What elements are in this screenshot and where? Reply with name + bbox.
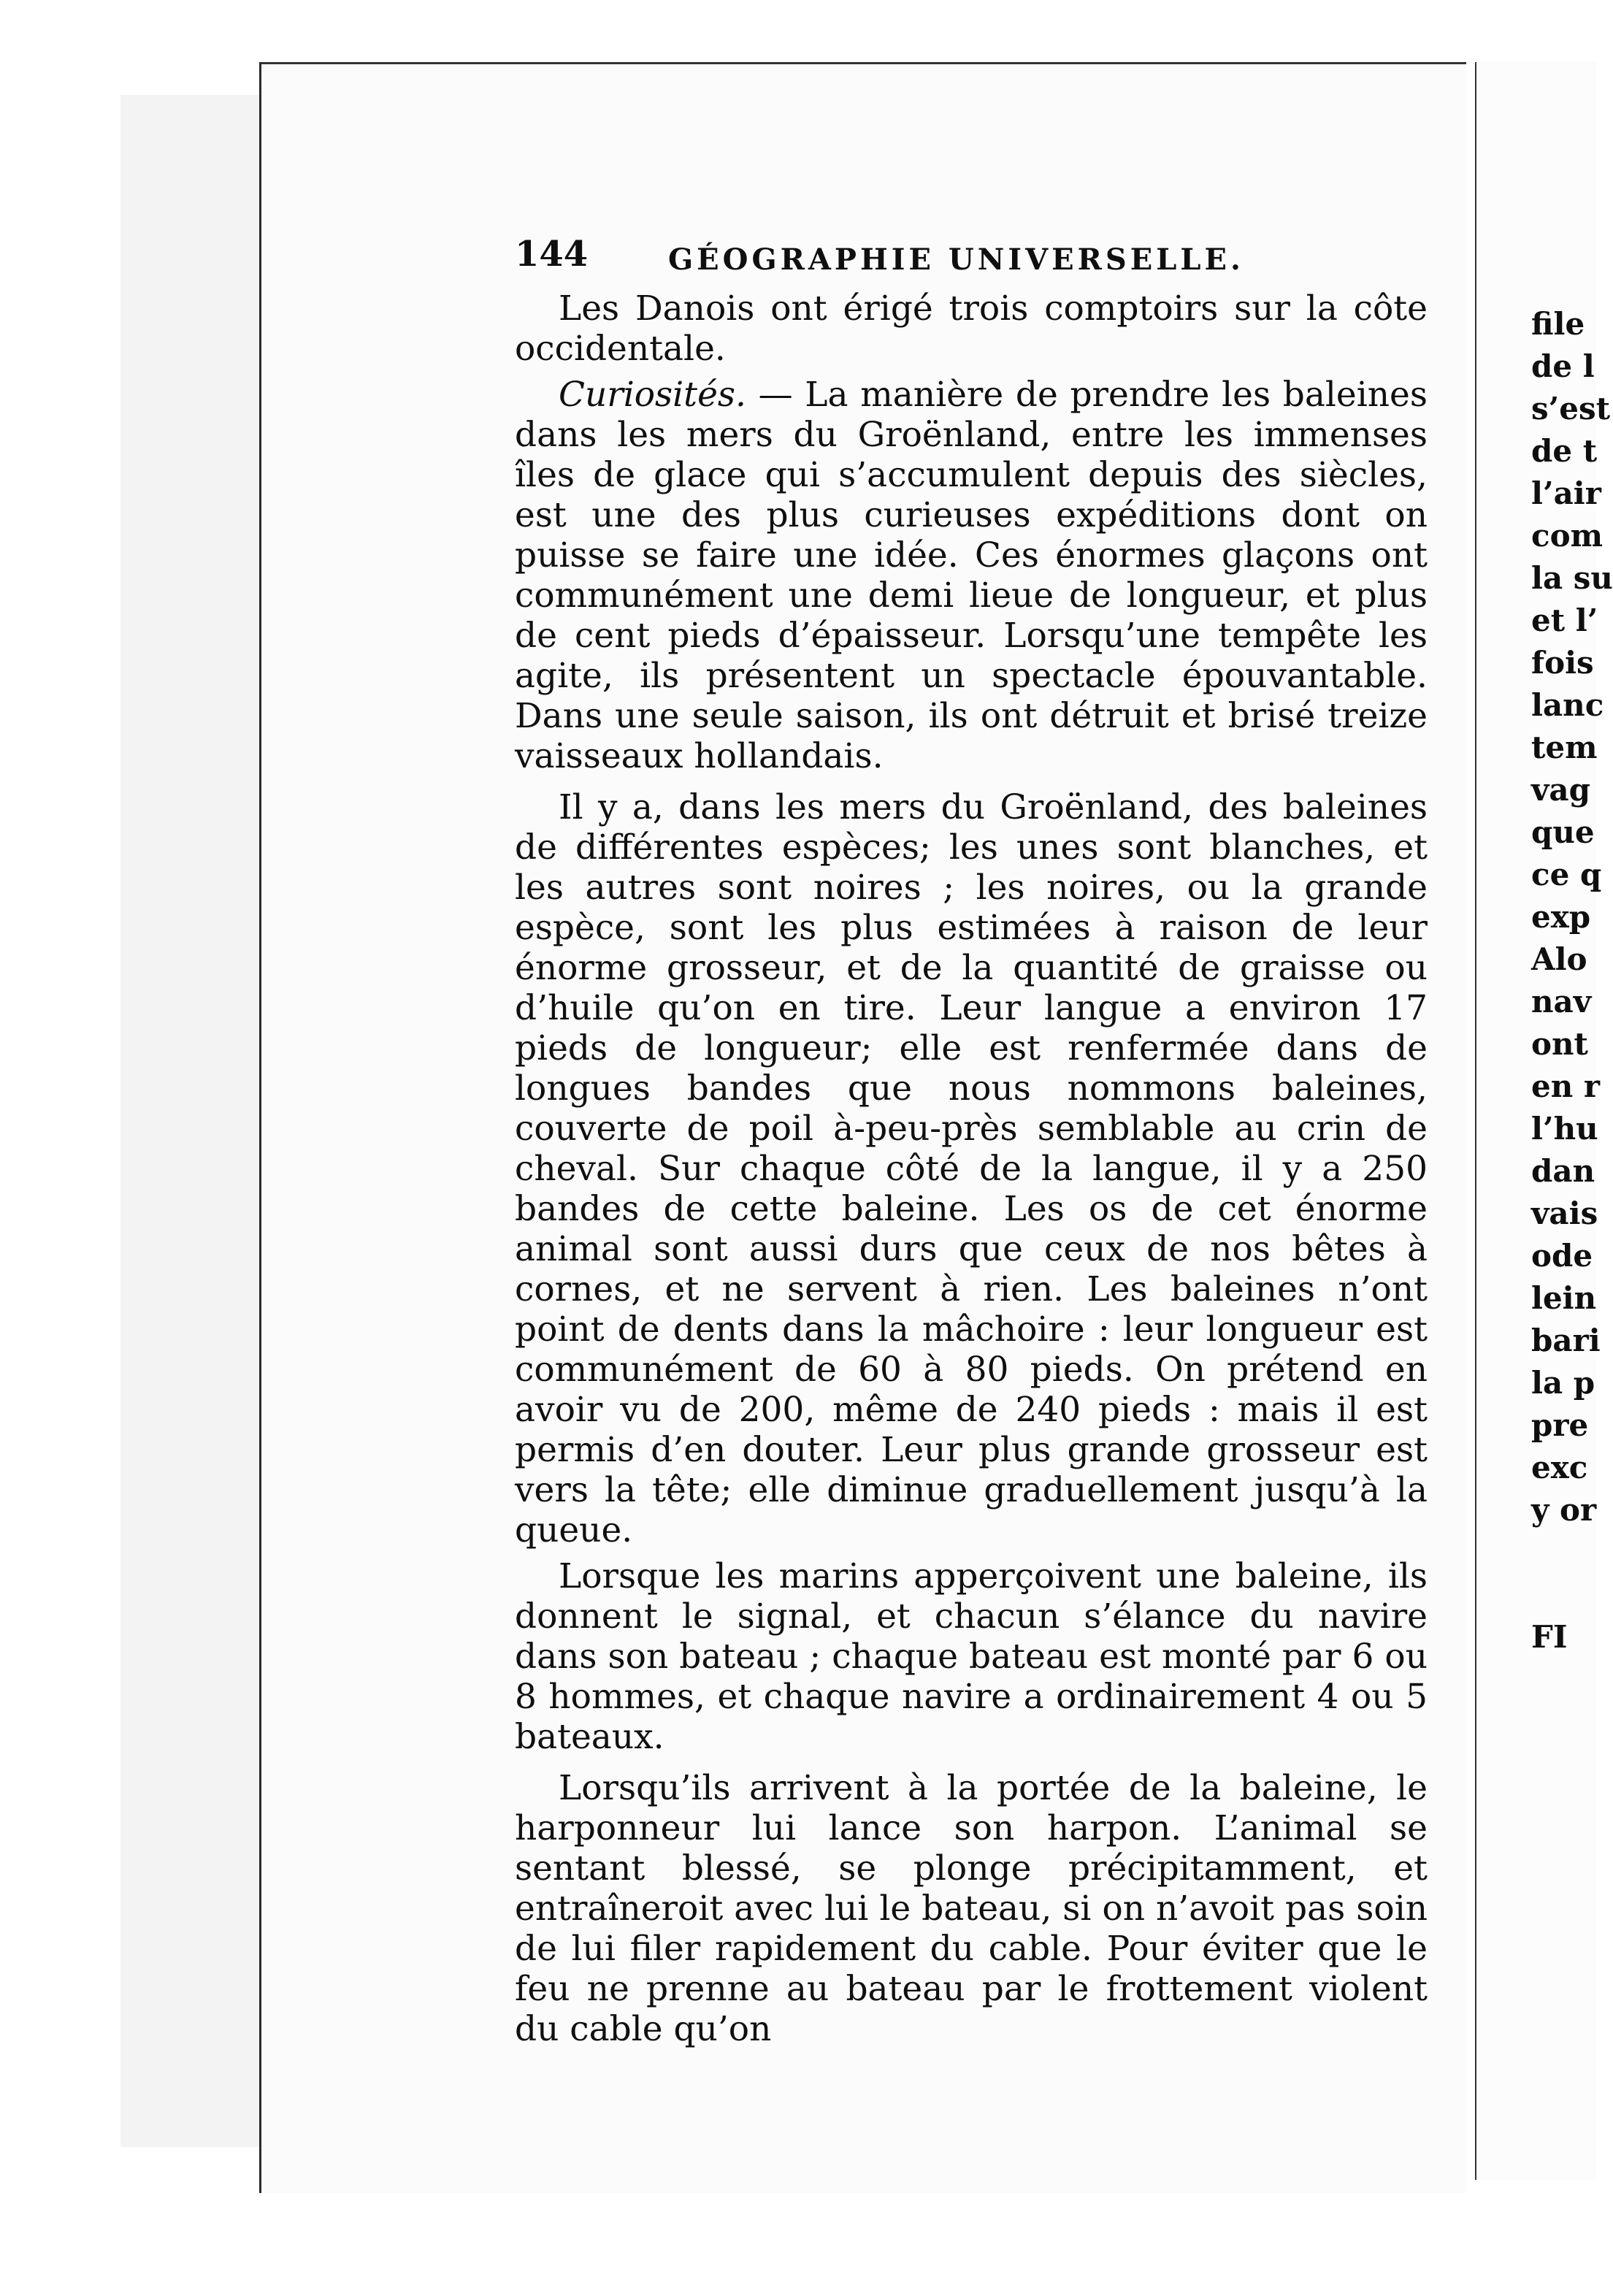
facing-line: que xyxy=(1531,814,1595,850)
facing-line: l’air xyxy=(1531,475,1601,511)
facing-page xyxy=(1475,62,1613,2180)
facing-line: lanc xyxy=(1531,687,1604,723)
facing-line: l’hu xyxy=(1531,1111,1598,1147)
facing-line: exc xyxy=(1531,1450,1588,1485)
facing-line: lein xyxy=(1531,1280,1597,1316)
facing-line: Alo xyxy=(1531,941,1587,977)
facing-line: file xyxy=(1531,306,1585,342)
paragraph-text: — La manière de prendre les baleines dans les mers du Groënland, entre les immenses îles de glace qui s’accumulent depuis des siècles, est une des plus curieuses expéditions dont on puisse se faire une idée. Ces énormes glaçons ont communément une demi lieue de longueur, et plus de cent pieds d’épaisseur. Lorsqu’une tempête les agite, ils présentent un spectacle épouvantable. Dans une seule saison, ils ont détruit et brisé treize vaisseaux hollandais. xyxy=(515,375,1428,776)
page-header xyxy=(515,234,1435,285)
facing-line xyxy=(1476,1531,1596,1574)
facing-line: s’est xyxy=(1531,391,1611,426)
section-lead: Curiosités. xyxy=(559,375,746,415)
facing-line: ont xyxy=(1531,1026,1588,1062)
facing-line: vais xyxy=(1531,1195,1598,1231)
facing-line: et l’ xyxy=(1531,602,1598,638)
facing-line: pre xyxy=(1531,1407,1589,1443)
paragraph-baleines: Il y a, dans les mers du Groënland, des baleines de différentes espèces; les unes sont blanches, et les autres sont noires ; les noires, ou la grande espèce, sont les plus estimées à raison de leur énorme grosseur, et de la quantité de graisse ou d’huile qu’on en tire. Leur langue a environ 17 pieds de longueur; elle est renfermée dans de longues bandes que nous nommons baleines, couverte de poil à-peu-près semblable au crin de cheval. Sur chaque côté de la langue, il y a 250 bandes de cette baleine. Les os de cet énorme animal sont aussi durs que ceux de nos bêtes à cornes, et ne servent à rien. Les baleines n’ont point de dents dans la mâchoire : leur longueur est communément de 60 à 80 pieds. On prétend en avoir vu de 200, même de 240 pieds : mais il est permis d’en douter. Leur plus grande grosseur est vers la tête; elle diminue graduellement jusqu’à la queue. xyxy=(515,787,1428,1550)
facing-line xyxy=(1476,1574,1596,1616)
facing-line: ode xyxy=(1531,1238,1593,1274)
paragraph-marins: Lorsque les marins apperçoivent une baleine, ils donnent le signal, et chacun s’élance du navire dans son bateau ; chaque bateau est monté par 6 ou 8 hommes, et chaque navire a ordinairement 4 ou 5 bateaux. xyxy=(515,1556,1428,1757)
facing-line: la p xyxy=(1531,1365,1595,1401)
facing-line: ce q xyxy=(1531,857,1602,892)
paragraph-harponneur: Lorsqu’ils arrivent à la portée de la baleine, le harponneur lui lance son harpon. L’animal se sentant blessé, se plonge précipitamment, et entraîneroit avec lui le bateau, si on n’avoit pas soin de lui filer rapidement du cable. Pour éviter que le feu ne prenne au bateau par le frottement violent du cable qu’on xyxy=(515,1768,1428,2049)
running-title: GÉOGRAPHIE UNIVERSELLE. xyxy=(668,242,1244,277)
facing-line: de t xyxy=(1531,433,1598,469)
scan-margin xyxy=(120,95,270,2147)
paragraph-danois: Les Danois ont érigé trois comptoirs sur la côte occidentale. xyxy=(515,288,1428,369)
facing-line: dan xyxy=(1531,1153,1595,1189)
page-body xyxy=(515,288,1428,2055)
facing-line: com xyxy=(1531,518,1604,554)
facing-line: fois xyxy=(1531,645,1594,681)
facing-line: la su xyxy=(1531,560,1613,596)
facing-line: y or xyxy=(1531,1492,1597,1528)
page-number: 144 xyxy=(515,234,589,275)
facing-line: en r xyxy=(1531,1068,1601,1104)
facing-line: FI xyxy=(1531,1619,1568,1655)
facing-line: vag xyxy=(1531,772,1590,808)
facing-line: nav xyxy=(1531,984,1592,1019)
facing-line: de l xyxy=(1531,348,1595,384)
facing-line: tem xyxy=(1531,730,1598,765)
facing-line: bari xyxy=(1531,1323,1601,1358)
facing-line: exp xyxy=(1531,899,1591,935)
paragraph-curiosites xyxy=(515,375,1428,776)
